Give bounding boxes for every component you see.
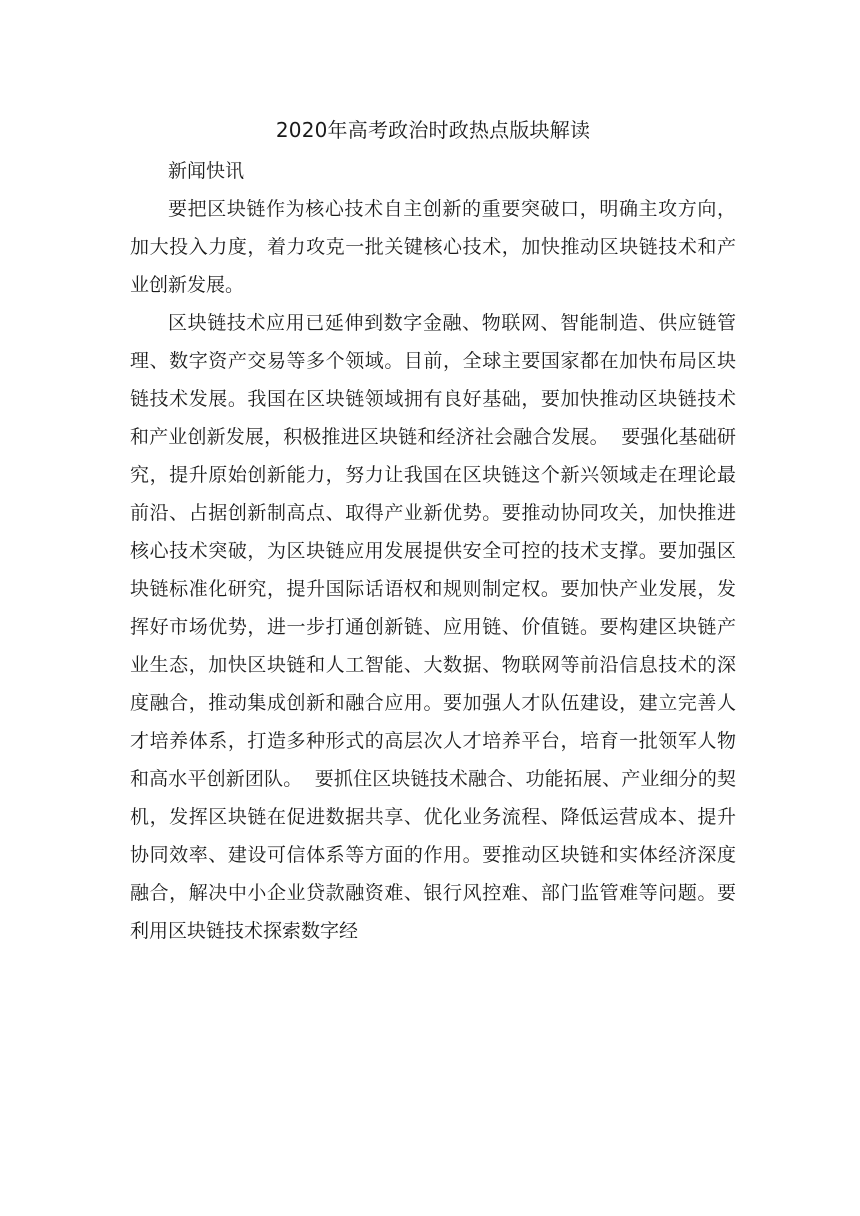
document-page [130, 112, 736, 950]
paragraph-1: 要把区块链作为核心技术自主创新的重要突破口，明确主攻方向，加大投入力度，着力攻克一批关键核心技术，加快推动区块链技术和产业创新发展。 [130, 198, 736, 296]
document-title: 2020年高考政治时政热点版块解读 [275, 118, 591, 142]
paragraph-2: 区块链技术应用已延伸到数字金融、物联网、智能制造、供应链管理、数字资产交易等多个领域。目前，全球主要国家都在加快布局区块链技术发展。我国在区块链领域拥有良好基础，要加快推动区块链技术和产业创新发展，积极推进区块链和经济社会融合发展。 要强化基础研究，提升原始创新能力，努力让我国在区块链这个新兴领域走在理论最前沿、占据创新制高点、取得产业新优势。要推动协同攻关，加快推进核心技术突破，为区块链应用发展提供安全可控的技术支撑。要加强区块链标准化研究，提升国际话语权和规则制定权。要加快产业发展，发挥好市场优势，进一步打通创新链、应用链、价值链。要构建区块链产业生态，加快区块链和人工智能、大数据、物联网等前沿信息技术的深度融合，推动集成创新和融合应用。要加强人才队伍建设，建立完善人才培养体系，打造多种形式的高层次人才培养平台，培育一批领军人物和高水平创新团队。 要抓住区块链技术融合、功能拓展、产业细分的契机，发挥区块链在促进数据共享、优化业务流程、降低运营成本、提升协同效率、建设可信体系等方面的作用。要推动区块链和实体经济深度融合，解决中小企业贷款融资难、银行风控难、部门监管难等问题。要利用区块链技术探索数字经 [130, 312, 736, 942]
section-label: 新闻快讯 [168, 160, 245, 182]
